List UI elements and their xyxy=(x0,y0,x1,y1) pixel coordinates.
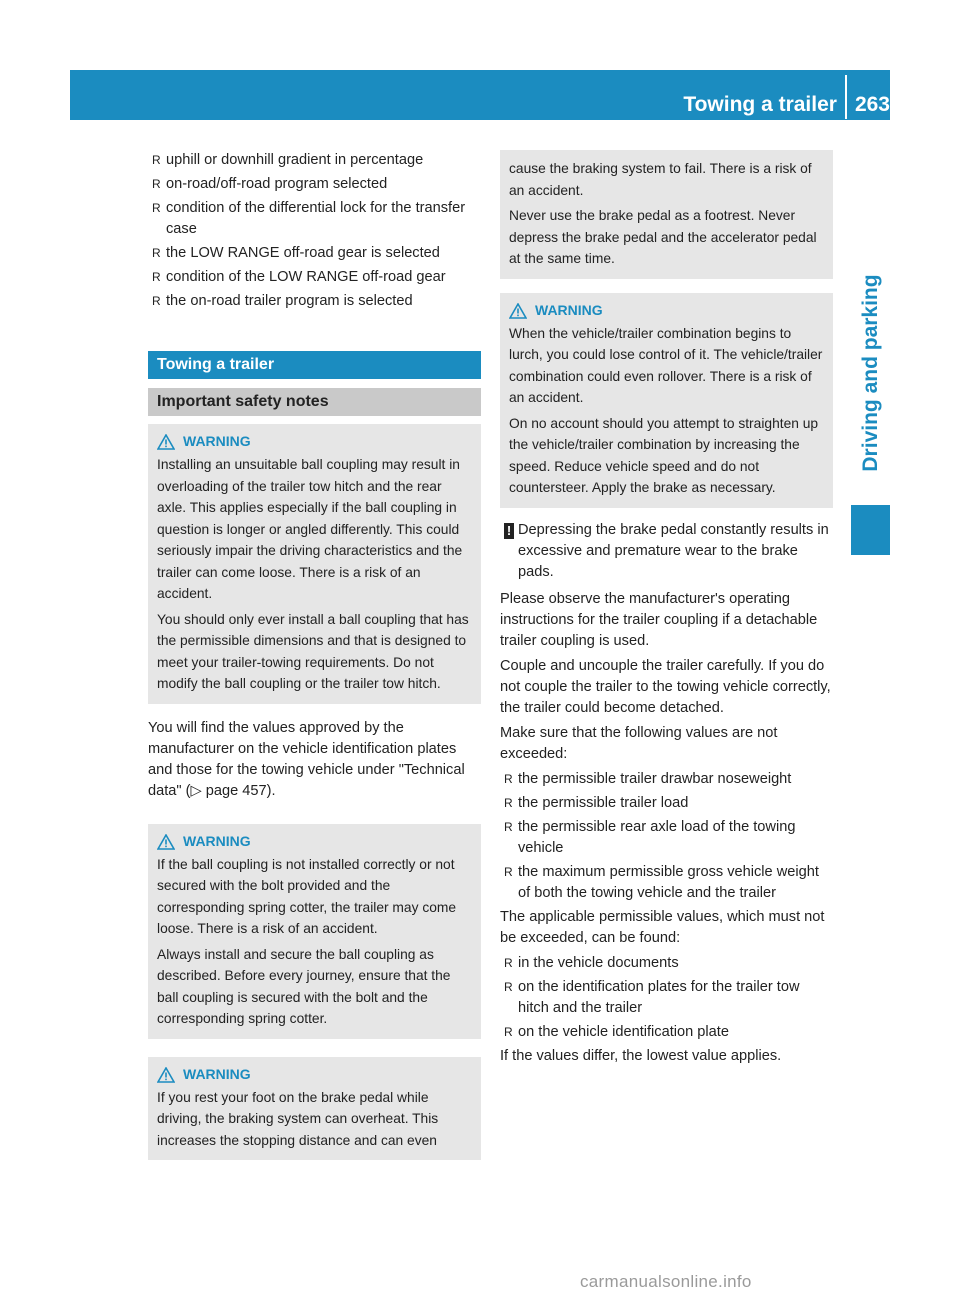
list-item: R the permissible trailer load xyxy=(500,793,833,814)
list-item: R on-road/off-road program selected xyxy=(148,174,481,195)
list-item: R in the vehicle documents xyxy=(500,953,833,974)
list-item: R the permissible trailer drawbar noseweight xyxy=(500,769,833,790)
bullet-marker: R xyxy=(504,771,513,786)
bullet-marker: R xyxy=(152,201,161,215)
body-paragraph: Make sure that the following values are not exceeded: xyxy=(500,724,778,762)
warning-box xyxy=(148,424,481,704)
bullet-marker: R xyxy=(504,864,513,879)
list-item: R on the vehicle identification plate xyxy=(500,1022,833,1043)
header-section-title: Towing a trailer xyxy=(683,93,837,116)
warning-triangle-icon xyxy=(157,434,175,450)
list-item: R uphill or downhill gradient in percentage xyxy=(148,150,481,171)
side-tab-marker xyxy=(851,505,890,555)
warning-text: cause the braking system to fail. There is a risk of an accident. xyxy=(509,161,812,198)
sources-bullet-list xyxy=(500,953,833,1043)
right-column xyxy=(500,150,833,1071)
bullet-marker: R xyxy=(152,177,161,191)
warning-triangle-icon xyxy=(509,303,527,319)
warning-text: If the ball coupling is not installed correctly or not secured with the bolt provided and the corresponding spring cotter, the trailer may come loose. There is a risk of an accident. xyxy=(157,856,457,936)
body-paragraph: The applicable permissible values, which must not be exceeded, can be found: xyxy=(500,908,825,946)
warning-header xyxy=(157,830,472,854)
warning-text: Installing an unsuitable ball coupling may result in overloading of the trailer tow hitch and the rear axle. This applies especially if the ball coupling in question is longer or angled differently. This could seriously impair the driving characteristics and the trailer can come loose. There is a risk of an accident. xyxy=(157,457,463,601)
running-header xyxy=(683,90,890,120)
warning-text: You should only ever install a ball coupling that has the permissible dimensions and that is designed to meet your trailer-towing requirements. Do not modify the ball coupling or the trailer tow hitch. xyxy=(157,611,469,691)
warning-triangle-icon xyxy=(157,834,175,850)
page-number: 263 xyxy=(854,93,890,116)
section-heading: Towing a trailer xyxy=(148,351,481,379)
warning-text: On no account should you attempt to straighten up the vehicle/trailer combination by increasing the speed. Reduce vehicle speed and do not countersteer. Apply the brake as necessary. xyxy=(509,415,819,495)
header-divider xyxy=(845,75,847,119)
list-item: R condition of the LOW RANGE off-road gear xyxy=(148,267,481,288)
bullet-marker: R xyxy=(152,270,161,284)
warning-text: Always install and secure the ball coupling as described. Before every journey, ensure that the ball coupling is secured with the bolt and the corresponding spring cotter. xyxy=(157,946,451,1026)
body-paragraph: If the values differ, the lowest value applies. xyxy=(500,1047,782,1064)
warning-label: WARNING xyxy=(183,1065,251,1082)
warning-box xyxy=(148,1057,481,1161)
list-item: R the maximum permissible gross vehicle weight of both the towing vehicle and the trailer xyxy=(504,863,819,901)
warning-box-continued xyxy=(500,150,833,279)
bullet-marker: R xyxy=(504,979,513,994)
warning-triangle-icon xyxy=(157,1067,175,1083)
list-item: R the LOW RANGE off-road gear is selected xyxy=(148,243,481,264)
bullet-marker: R xyxy=(152,294,161,308)
body-paragraph: You will find the values approved by the manufacturer on the vehicle identification plates and those for the towing vehicle under "Technical data" (▷ page 457). xyxy=(148,719,465,799)
warning-box xyxy=(148,824,481,1039)
bullet-marker: R xyxy=(504,955,513,970)
bullet-marker: R xyxy=(152,246,161,260)
body-paragraph: Please observe the manufacturer's operating instructions for the trailer coupling if a detachable trailer coupling is used. xyxy=(500,590,818,649)
bullet-marker: R xyxy=(504,795,513,810)
warning-box xyxy=(500,293,833,508)
side-tab-label: Driving and parking xyxy=(859,274,882,472)
warning-header xyxy=(509,299,824,323)
warning-label: WARNING xyxy=(183,832,251,849)
list-item: R on the identification plates for the trailer tow hitch and the trailer xyxy=(504,978,800,1016)
left-column xyxy=(148,150,481,1160)
warning-header xyxy=(157,1063,472,1087)
list-item: R condition of the differential lock for the transfer case xyxy=(152,200,466,237)
subsection-heading: Important safety notes xyxy=(148,388,481,416)
bullet-marker: R xyxy=(152,153,161,167)
warning-text: If you rest your foot on the brake pedal while driving, the braking system can overheat. This increases the stopping distance and can even xyxy=(157,1089,439,1148)
watermark: carmanualsonline.info xyxy=(580,1272,752,1291)
warning-text: Never use the brake pedal as a footrest. Never depress the brake pedal and the accelerator pedal at the same time. xyxy=(509,208,817,266)
warning-label: WARNING xyxy=(183,433,251,450)
warning-text: When the vehicle/trailer combination begins to lurch, you could lose control of it. The vehicle/trailer combination could even rollover. There is a risk of an accident. xyxy=(509,325,823,405)
bullet-marker: R xyxy=(504,1024,513,1039)
warning-label: WARNING xyxy=(535,301,603,318)
top-bullet-list xyxy=(148,150,481,312)
list-item: R the permissible rear axle load of the towing vehicle xyxy=(504,818,796,856)
exclamation-icon: ! xyxy=(504,523,514,539)
warning-header xyxy=(157,430,472,454)
body-paragraph: Couple and uncouple the trailer carefully. If you do not couple the trailer to the towing vehicle correctly, the trailer could become detached. xyxy=(500,657,831,716)
caution-note: ! Depressing the brake pedal constantly results in excessive and premature wear to the brake pads. xyxy=(500,520,833,583)
list-item: R the on-road trailer program is selected xyxy=(148,291,481,312)
bullet-marker: R xyxy=(504,819,513,834)
values-bullet-list xyxy=(500,769,833,904)
